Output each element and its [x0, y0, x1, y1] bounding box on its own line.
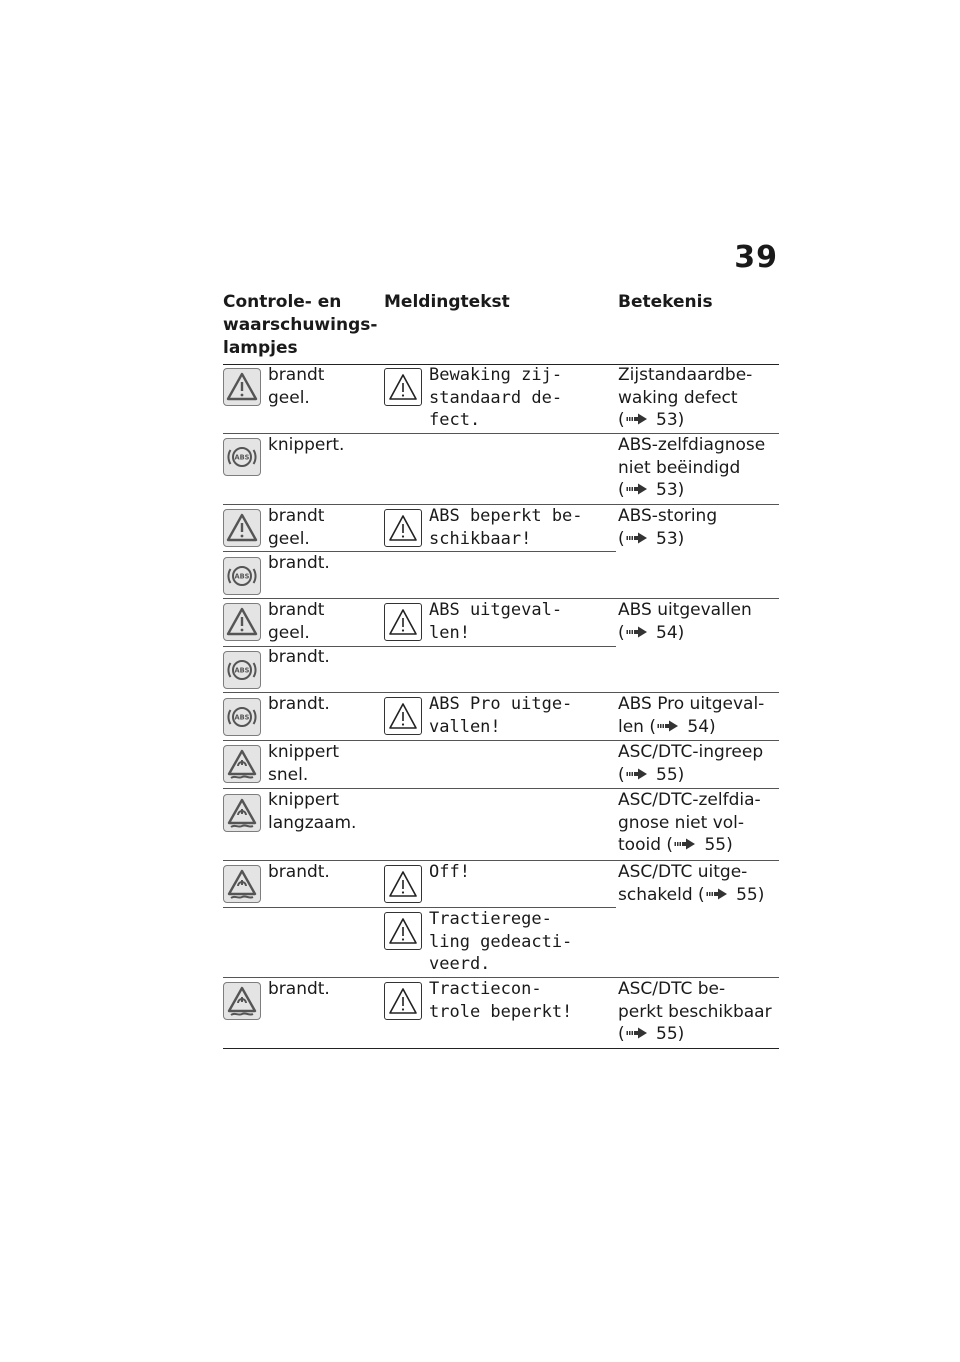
- page-reference: 54): [687, 716, 716, 737]
- page-reference: 53): [656, 410, 685, 430]
- lamp-state: brandt.: [268, 694, 330, 714]
- page-reference-arrow-icon: [626, 531, 650, 545]
- asc-dtc-lamp-icon: [223, 982, 261, 1020]
- lamp-state: brandt.: [268, 553, 330, 573]
- abs-lamp-icon: [223, 557, 261, 595]
- lamp-state: brandt geel.: [268, 365, 325, 408]
- message-text: ABS beperkt be- schikbaar!: [429, 506, 583, 549]
- table-bottom-rule: [223, 1048, 779, 1049]
- meaning-text: ASC/DTC-zelfdia- gnose niet vol- tooid ( 55): [618, 790, 761, 855]
- meaning-text: ASC/DTC uitge- schakeld ( 55): [618, 862, 765, 905]
- warning-message-icon: [384, 982, 422, 1020]
- message-text: ABS uitgeval- len!: [429, 600, 563, 643]
- message-text: Bewaking zij- standaard de- fect.: [429, 365, 563, 430]
- page-reference: 55): [656, 1024, 685, 1044]
- asc-dtc-lamp-icon: [223, 865, 261, 903]
- page-reference: 53): [656, 528, 685, 549]
- page-reference: 53): [656, 480, 685, 500]
- lamp-state: brandt geel.: [268, 506, 325, 549]
- warning-message-icon: [384, 865, 422, 903]
- page-reference-arrow-icon: [626, 412, 650, 426]
- page-reference: 55): [736, 884, 765, 905]
- page-number: 39: [734, 240, 778, 275]
- lamp-state: brandt.: [268, 862, 330, 882]
- header-control-lights: Controle- en waarschuwings- lampjes: [223, 292, 378, 358]
- meaning-text: ABS Pro uitgeval- len ( 54): [618, 694, 765, 737]
- warning-lamp-icon: [223, 368, 261, 406]
- message-text: Tractiecon- trole beperkt!: [429, 979, 573, 1022]
- meaning-text: ABS-storing ( 53): [618, 506, 718, 549]
- meaning-text: Zijstandaardbe- waking defect ( 53): [618, 365, 753, 430]
- warning-message-icon: [384, 603, 422, 641]
- header-message-text: Meldingtekst: [384, 292, 510, 312]
- meaning-text: ABS-zelfdiagnose niet beëindigd ( 53): [618, 435, 766, 500]
- meaning-text: ABS uitgevallen ( 54): [618, 600, 752, 643]
- page-reference-arrow-icon: [626, 767, 650, 781]
- page-reference-arrow-icon: [626, 482, 650, 496]
- page-reference-arrow-icon: [706, 887, 730, 901]
- warning-message-icon: [384, 697, 422, 735]
- page-reference-arrow-icon: [626, 625, 650, 639]
- warning-message-icon: [384, 912, 422, 950]
- page-reference-arrow-icon: [674, 837, 698, 851]
- page-reference: 55): [704, 835, 733, 855]
- lamp-state: knippert langzaam.: [268, 790, 357, 833]
- message-text: Off!: [429, 862, 470, 882]
- lamp-state: knippert snel.: [268, 742, 340, 785]
- lamp-state: brandt.: [268, 979, 330, 999]
- abs-lamp-icon: [223, 438, 261, 476]
- warning-lamp-icon: [223, 603, 261, 641]
- lamp-state: knippert.: [268, 435, 345, 455]
- asc-dtc-lamp-icon: [223, 794, 261, 832]
- meaning-text: ASC/DTC be- perkt beschikbaar ( 55): [618, 979, 772, 1044]
- lamp-state: brandt.: [268, 647, 330, 667]
- page-reference-arrow-icon: [657, 719, 681, 733]
- asc-dtc-lamp-icon: [223, 745, 261, 783]
- abs-lamp-icon: [223, 698, 261, 736]
- warning-message-icon: [384, 509, 422, 547]
- lamp-state: brandt geel.: [268, 600, 325, 643]
- meaning-text: ASC/DTC-ingreep ( 55): [618, 742, 764, 785]
- message-text: Tractierege- ling gedeacti- veerd.: [429, 909, 573, 974]
- warning-message-icon: [384, 368, 422, 406]
- message-text: ABS Pro uitge- vallen!: [429, 694, 573, 737]
- page-reference-arrow-icon: [626, 1026, 650, 1040]
- header-meaning: Betekenis: [618, 292, 713, 312]
- warning-lamp-icon: [223, 509, 261, 547]
- page-reference: 55): [656, 764, 685, 785]
- page-reference: 54): [656, 622, 685, 643]
- abs-lamp-icon: [223, 651, 261, 689]
